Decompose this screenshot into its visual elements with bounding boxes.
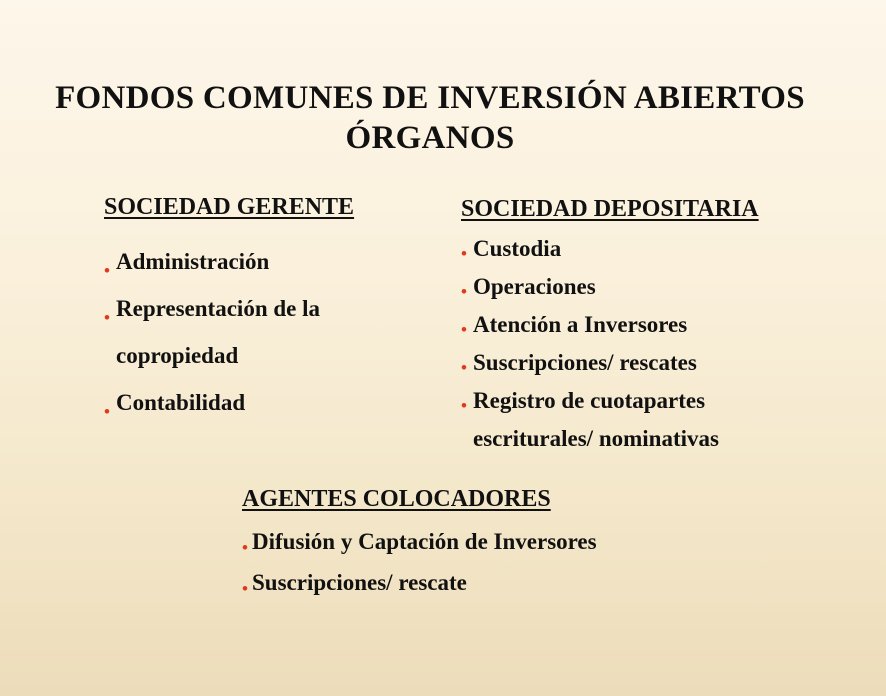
list-item [461, 230, 759, 268]
sociedad-gerente-heading: SOCIEDAD GERENTE [104, 194, 355, 220]
list-item [242, 562, 597, 603]
list-item-text: Representación de la [116, 296, 321, 321]
bullet-icon: • [461, 396, 467, 415]
agentes-colocadores-section [242, 483, 597, 603]
list-item-text: copropiedad [116, 343, 239, 368]
list-item-text: Contabilidad [116, 390, 246, 415]
list-item-text: Custodia [473, 236, 562, 261]
list-item [461, 306, 759, 344]
list-item-continuation [461, 420, 759, 458]
list-item-text: escriturales/ nominativas [473, 426, 719, 451]
list-item-text: Administración [116, 249, 270, 274]
list-item [104, 285, 354, 332]
list-item-text: Suscripciones/ rescate [252, 570, 467, 595]
bullet-icon: • [242, 538, 248, 557]
agentes-colocadores-list [242, 521, 597, 603]
slide-subtitle: ÓRGANOS [345, 120, 515, 156]
list-item-continuation [104, 332, 354, 379]
bullet-icon: • [104, 402, 110, 421]
bullet-icon: • [461, 244, 467, 263]
list-item [104, 379, 354, 426]
bullet-icon: • [461, 282, 467, 301]
sociedad-depositaria-section [461, 194, 759, 458]
list-item-text: Operaciones [473, 274, 596, 299]
list-item [242, 521, 597, 562]
slide-title: FONDOS COMUNES DE INVERSIÓN ABIERTOS [55, 80, 805, 116]
bullet-icon: • [104, 261, 110, 280]
list-item-text: Atención a Inversores [473, 312, 688, 337]
list-item [461, 344, 759, 382]
list-item-text: Registro de cuotapartes [473, 388, 706, 413]
bullet-icon: • [461, 320, 467, 339]
list-item [104, 238, 354, 285]
agentes-colocadores-heading: AGENTES COLOCADORES [242, 486, 551, 512]
sociedad-gerente-list [104, 238, 354, 426]
sociedad-gerente-section [104, 192, 354, 426]
sociedad-depositaria-list [461, 230, 759, 458]
bullet-icon: • [461, 358, 467, 377]
list-item-text: Suscripciones/ rescates [473, 350, 697, 375]
bullet-icon: • [104, 308, 110, 327]
list-item [461, 268, 759, 306]
list-item-text: Difusión y Captación de Inversores [252, 529, 597, 554]
list-item [461, 382, 759, 420]
sociedad-depositaria-heading: SOCIEDAD DEPOSITARIA [461, 196, 759, 222]
bullet-icon: • [242, 579, 248, 598]
